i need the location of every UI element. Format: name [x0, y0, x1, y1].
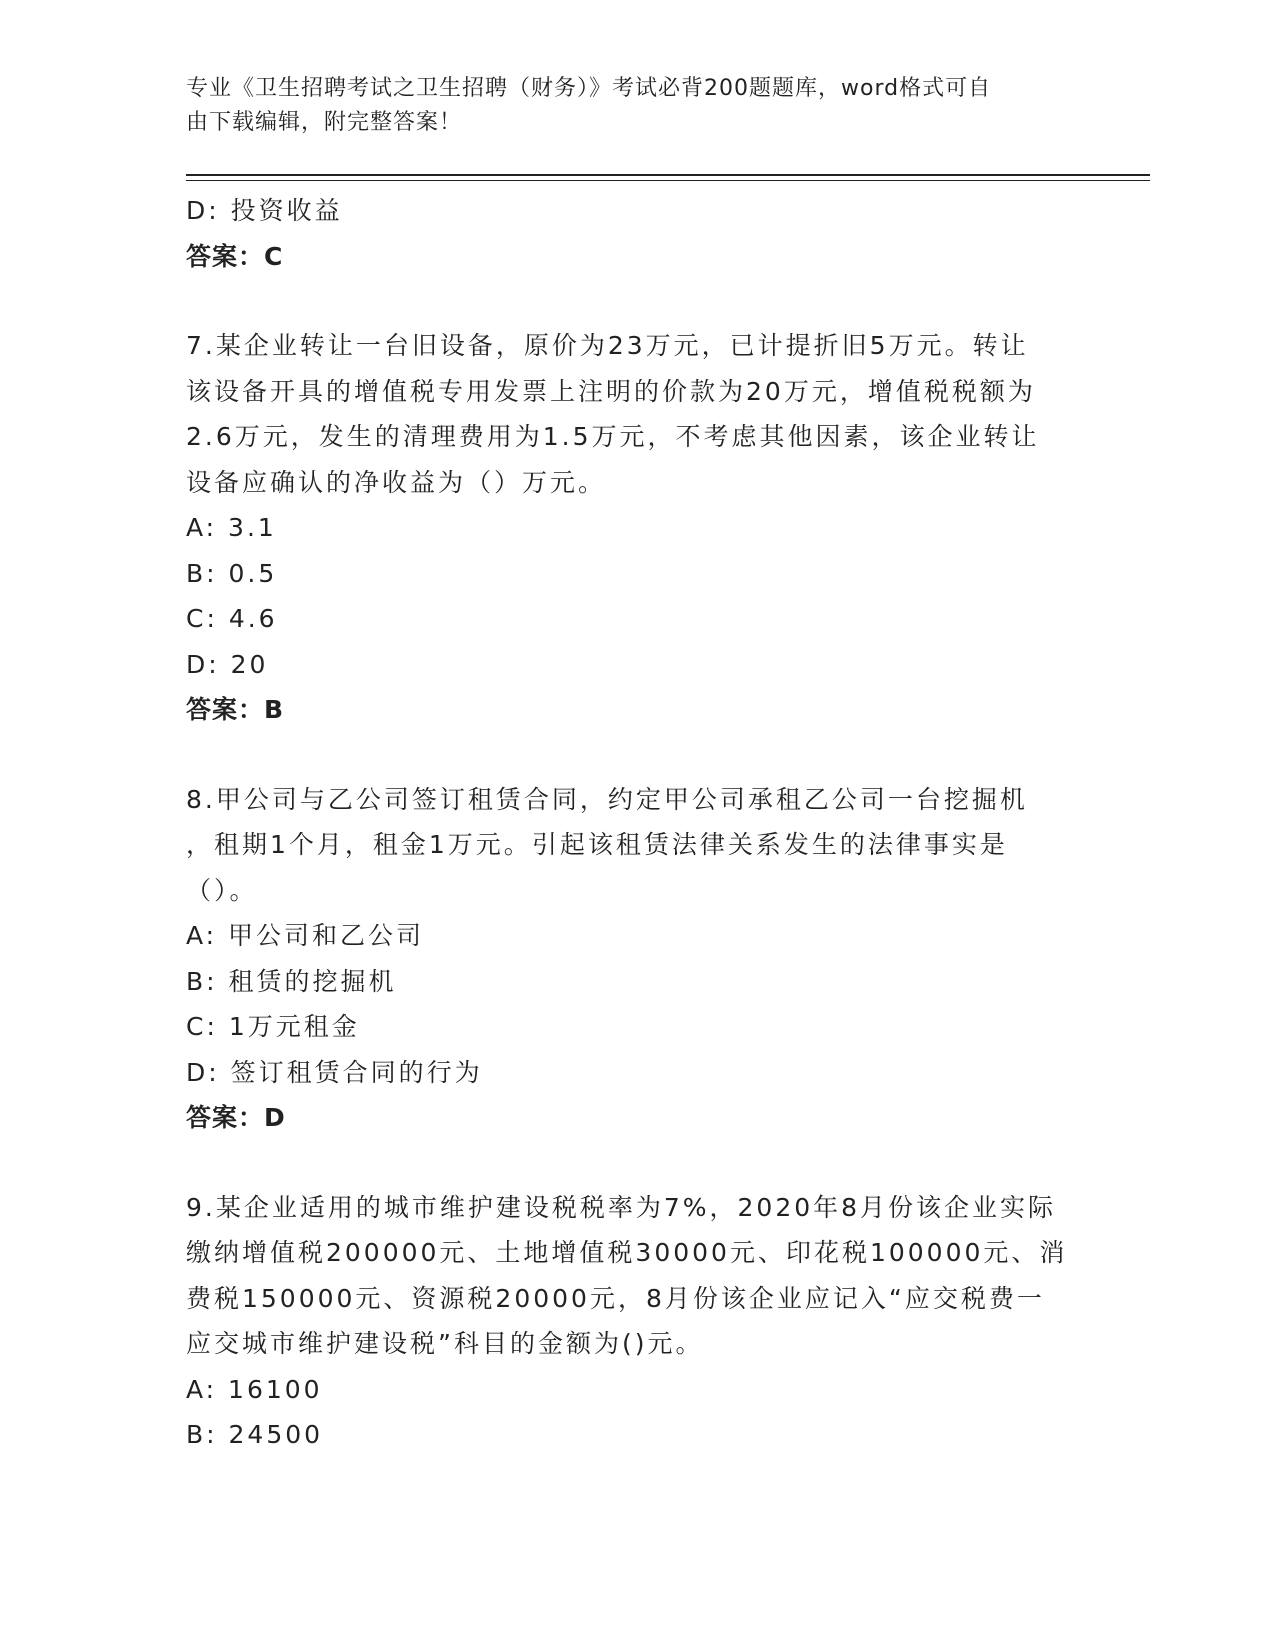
- header-line-1: 专业《卫生招聘考试之卫生招聘（财务）》考试必背200题题库，word格式可自: [186, 76, 992, 101]
- question-text-line: （）。: [186, 875, 258, 905]
- answer-line: 答案：C: [186, 241, 284, 271]
- question-text-line: 缴纳增值税200000元、土地增值税30000元、印花税100000元、消: [186, 1238, 1068, 1267]
- question-text-line: 应交城市维护建设税”科目的金额为()元。: [186, 1329, 704, 1358]
- option-d: D: 20: [186, 649, 269, 679]
- question-text-line: 费税150000元、资源税20000元，8月份该企业应记入“应交税费一: [186, 1283, 1045, 1313]
- answer-line: 答案：B: [186, 695, 285, 724]
- option-a: A: 甲公司和乙公司: [186, 921, 425, 950]
- question-text-line: ，租期1个月，租金1万元。引起该租赁法律关系发生的法律事实是: [186, 830, 1008, 859]
- question-text-line: 该设备开具的增值税专用发票上注明的价款为20万元，增值税税额为: [186, 376, 1036, 406]
- option-a: A: 16100: [186, 1374, 323, 1404]
- option-d: D: 投资收益: [186, 196, 343, 225]
- previous-question-tail: [186, 188, 1086, 279]
- header-divider-thick: [186, 174, 1150, 176]
- header-divider-thin: [186, 180, 1150, 181]
- document-body: [186, 188, 1086, 1458]
- question-9: [186, 1185, 1086, 1458]
- option-a: A: 3.1: [186, 513, 277, 542]
- question-8: [186, 777, 1086, 1141]
- header-line-2: 由下载编辑，附完整答案！: [186, 110, 463, 135]
- question-text-line: 7.某企业转让一台旧设备，原价为23万元，已计提折旧5万元。转让: [186, 331, 1029, 360]
- option-c: C: 1万元租金: [186, 1012, 360, 1041]
- option-b: B: 24500: [186, 1420, 324, 1449]
- option-c: C: 4.6: [186, 604, 278, 633]
- question-text-line: 9.某企业适用的城市维护建设税税率为7%，2020年8月份该企业实际: [186, 1192, 1057, 1222]
- question-text-line: 2.6万元，发生的清理费用为1.5万元，不考虑其他因素，该企业转让: [186, 422, 1040, 451]
- option-b: B: 0.5: [186, 558, 278, 588]
- question-text-line: 8.甲公司与乙公司签订租赁合同，约定甲公司承租乙公司一台挖掘机: [186, 784, 1028, 814]
- question-7: [186, 323, 1086, 733]
- document-header: [186, 72, 1086, 140]
- question-text-line: 设备应确认的净收益为（）万元。: [186, 467, 607, 497]
- option-d: D: 签订租赁合同的行为: [186, 1057, 483, 1087]
- answer-line: 答案：D: [186, 1103, 286, 1132]
- option-b: B: 租赁的挖掘机: [186, 966, 397, 996]
